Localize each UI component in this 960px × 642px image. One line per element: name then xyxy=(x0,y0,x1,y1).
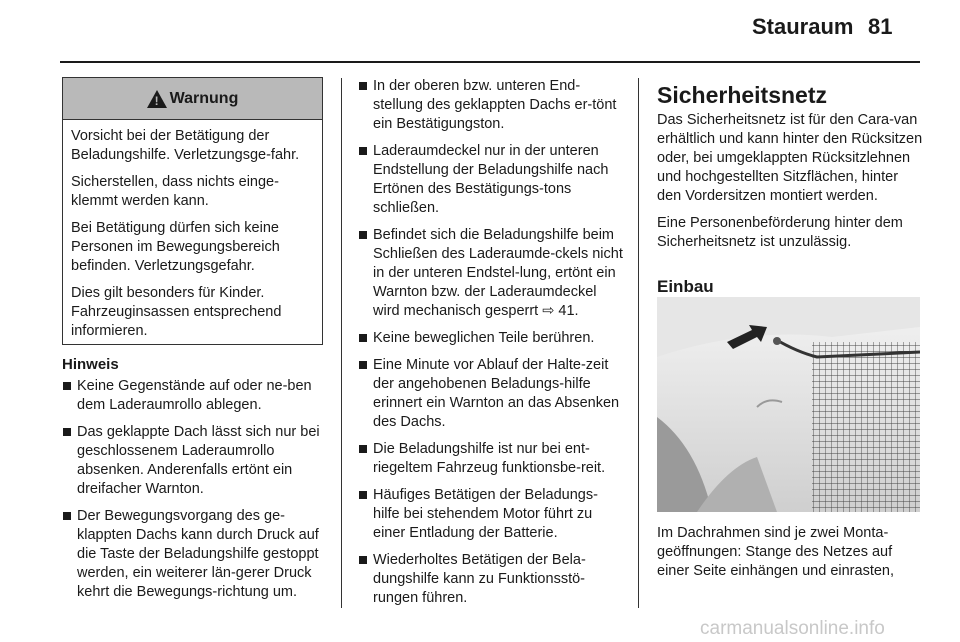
column-divider-left xyxy=(341,78,342,608)
warning-box xyxy=(62,77,323,345)
list-item: Befindet sich die Beladungshilfe beim Schließen des Laderaumde-ckels nicht in der unteren Endstel-lung, ertönt ein Warnton bzw. der Laderaumdeckel wird mechanisch gesperrt ⇨ 41. xyxy=(358,226,624,321)
warning-paragraph: Sicherstellen, dass nichts einge-klemmt werden kann. xyxy=(71,174,279,209)
watermark: carmanualsonline.info xyxy=(700,618,885,639)
list-item: Laderaumdeckel nur in der unteren Endstellung der Beladungshilfe nach Ertönen des Bestätigungs-tons schließen. xyxy=(358,142,624,218)
warning-heading-label: Warnung xyxy=(169,89,239,107)
list-item: Die Beladungshilfe ist nur bei ent-riegeltem Fahrzeug funktionsbe-reit. xyxy=(358,440,624,478)
middle-column xyxy=(358,77,624,616)
section-title: Sicherheitsnetz xyxy=(657,82,827,108)
warning-paragraph: Vorsicht bei der Betätigung der Beladungshilfe. Verletzungsge-fahr. xyxy=(71,128,300,163)
list-item: Wiederholtes Betätigen der Bela-dungshilfe kann zu Funktionsstö-rungen führen. xyxy=(358,551,624,608)
list-item: Häufiges Betätigen der Beladungs-hilfe bei stehendem Motor führt zu einer Entladung der Batterie. xyxy=(358,486,624,543)
page-header-title: Stauraum xyxy=(752,14,854,39)
cargo-net-photo xyxy=(657,297,920,512)
einbau-paragraph: Im Dachrahmen sind je zwei Monta-geöffnungen: Stange des Netzes auf einer Seite einhängen und einrasten, xyxy=(657,525,895,579)
list-item: Das geklappte Dach lässt sich nur bei geschlossenem Laderaumrollo absenken. Anderenfalls ertönt ein dreifacher Warnton. xyxy=(62,423,328,499)
intro-paragraph: Das Sicherheitsnetz ist für den Cara-van erhältlich und kann hinter den Rücksitzen oder, bei umgeklappten Rücksitzlehnen und hochgestellten Sitzflächen, hinter den Vordersitzen montiert werden. xyxy=(657,112,923,204)
header-rule xyxy=(60,61,920,63)
list-item: Keine beweglichen Teile berühren. xyxy=(358,329,624,348)
list-item: Der Bewegungsvorgang des ge-klappten Dachs kann durch Druck auf die Taste der Beladungshilfe gestoppt werden, ein weiterer län-gerer Druck kehrt die Bewegungs-richtung um. xyxy=(62,507,328,602)
warning-body xyxy=(63,120,322,341)
warning-heading xyxy=(63,78,322,120)
right-column xyxy=(657,82,923,297)
note-paragraph: Eine Personenbeförderung hinter dem Sicherheitsnetz ist unzulässig. xyxy=(657,215,903,250)
middle-list xyxy=(358,77,624,608)
right-column-lower xyxy=(657,524,923,581)
list-item: Keine Gegenstände auf oder ne-ben dem Laderaumrollo ablegen. xyxy=(62,377,328,415)
hinweis-section xyxy=(62,356,328,610)
list-item: Eine Minute vor Ablauf der Halte-zeit der angehobenen Beladungs-hilfe erinnert ein Warnton an das Absenken des Dachs. xyxy=(358,356,624,432)
page-number: 81 xyxy=(868,14,893,39)
subsection-title: Einbau xyxy=(657,277,714,296)
hinweis-list xyxy=(62,377,328,602)
warning-paragraph: Bei Betätigung dürfen sich keine Personen im Bewegungsbereich befinden. Verletzungsgefahr. xyxy=(71,220,280,274)
list-item: In der oberen bzw. unteren End-stellung des geklappten Dachs er-tönt ein Bestätigungston. xyxy=(358,77,624,134)
warning-paragraph: Dies gilt besonders für Kinder. Fahrzeuginsassen entsprechend informieren. xyxy=(71,285,282,339)
hinweis-label: Hinweis xyxy=(62,356,119,373)
column-divider-right xyxy=(638,78,639,608)
warning-triangle-icon: ! xyxy=(147,90,167,108)
